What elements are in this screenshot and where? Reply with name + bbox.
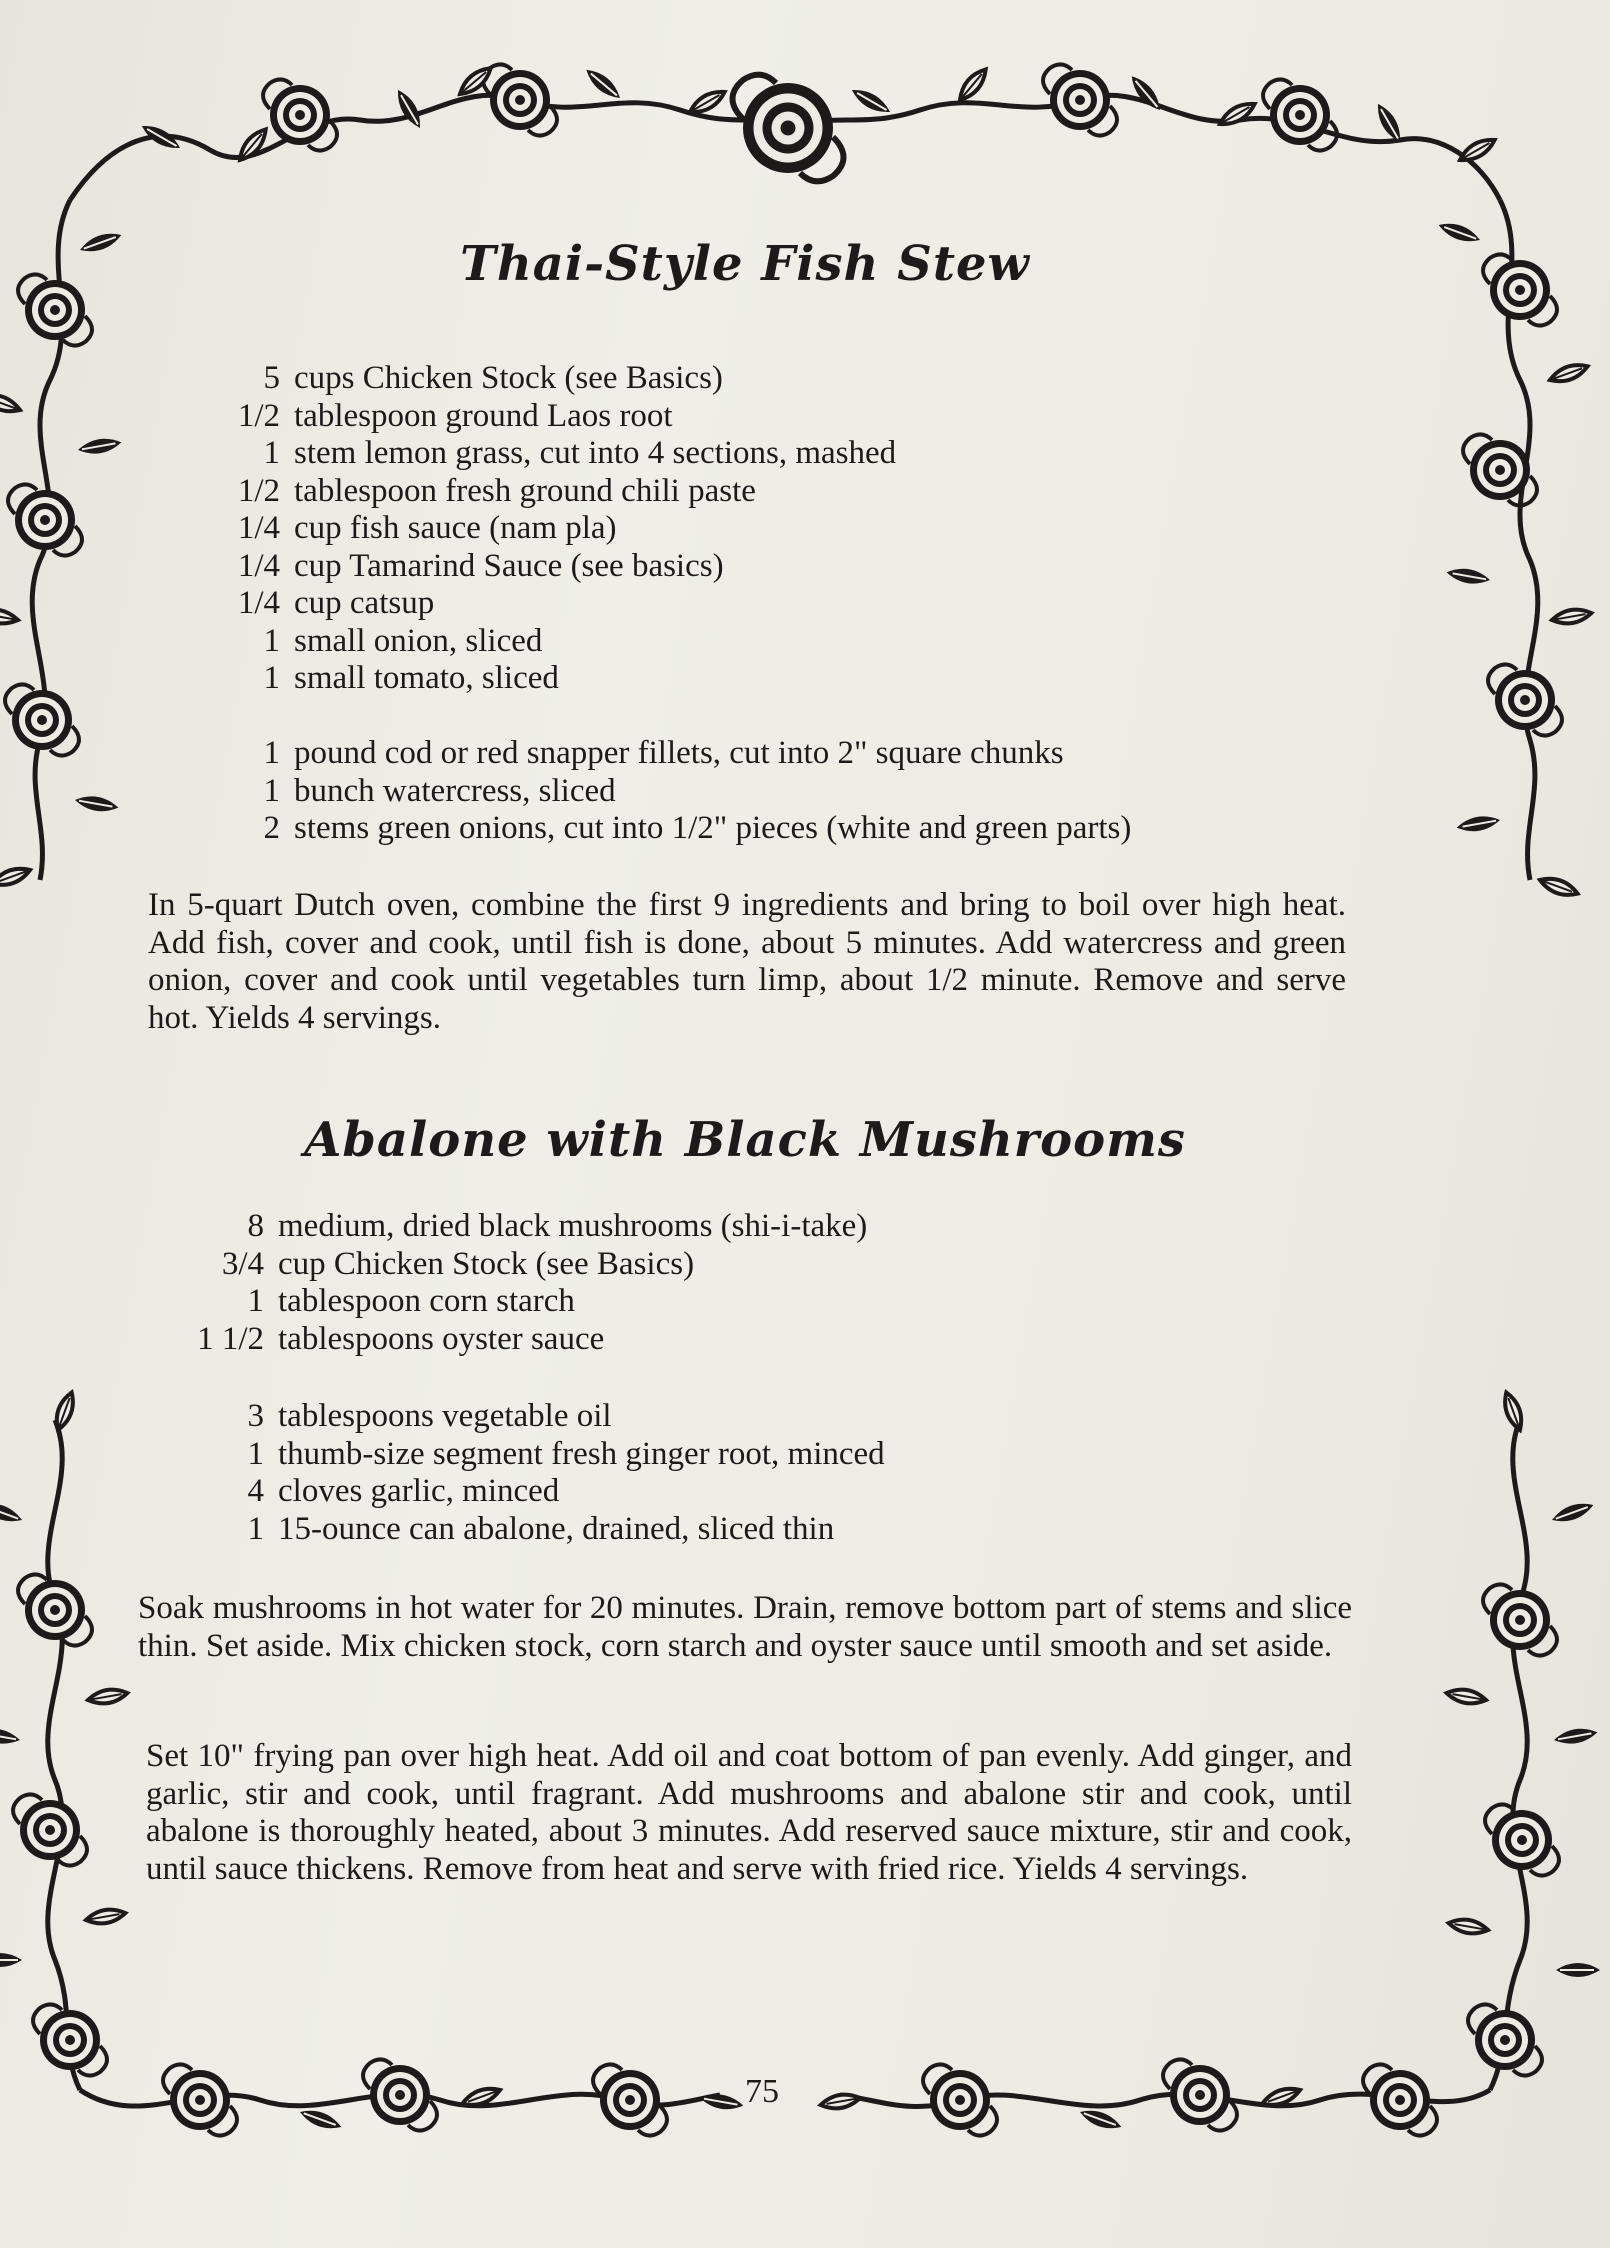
ingredient-text: medium, dried black mushrooms (shi-i-take)	[278, 1208, 868, 1244]
ingredient-quantity: 8	[247, 1208, 264, 1244]
ingredient-item	[247, 1435, 885, 1474]
ingredient-quantity: 1/4	[237, 510, 280, 546]
recipe-title: Abalone with Black Mushrooms	[304, 1112, 1186, 1168]
ingredient-text: tablespoon ground Laos root	[294, 397, 673, 434]
ingredient-text: 15-ounce can abalone, drained, sliced thin	[278, 1510, 835, 1547]
ingredient-list	[263, 735, 1132, 848]
recipe-directions: In 5-quart Dutch oven, combine the first 9 ingredients and bring to boil over high heat. Add fish, cover and cook, until fish is done, about 5 minutes. Add watercress and green onion, cover and cook until vegetables turn limp, about 1/2 minute. Remove and serve hot. Yields 4 servings.	[148, 887, 1346, 1036]
ingredient-quantity: 3	[247, 1398, 264, 1434]
ingredient-item	[237, 397, 896, 436]
ingredient-quantity: 1	[263, 735, 280, 771]
ingredient-item	[263, 660, 896, 698]
ingredient-item	[247, 1208, 868, 1246]
ingredient-quantity: 1	[247, 1510, 264, 1547]
ingredient-text: tablespoon fresh ground chili paste	[294, 472, 756, 509]
ingredient-text: tablespoon corn starch	[278, 1283, 575, 1319]
ingredient-item	[247, 1510, 885, 1549]
ingredient-list	[197, 1208, 868, 1358]
page-number: 75	[745, 2073, 779, 2110]
ingredient-item	[263, 360, 896, 398]
ingredient-text: small onion, sliced	[294, 622, 543, 659]
ingredient-item	[263, 735, 1131, 773]
ingredient-item	[237, 510, 896, 548]
ingredient-quantity: 1	[263, 435, 280, 471]
ingredient-quantity: 1/4	[237, 547, 280, 584]
ingredient-quantity: 1	[263, 772, 280, 809]
ingredient-quantity: 5	[263, 360, 280, 396]
ingredient-item	[197, 1320, 867, 1359]
ingredient-item	[247, 1398, 885, 1436]
ingredient-item	[263, 772, 1131, 811]
ingredient-text: stem lemon grass, cut into 4 sections, mashed	[294, 435, 897, 471]
ingredient-text: cup fish sauce (nam pla)	[294, 510, 617, 546]
ingredient-item	[247, 1473, 885, 1511]
ingredient-item	[237, 547, 896, 586]
recipe-directions: Soak mushrooms in hot water for 20 minutes. Drain, remove bottom part of stems and slice thin. Set aside. Mix chicken stock, corn starch and oyster sauce until smooth and set aside.	[138, 1590, 1352, 1664]
ingredient-quantity: 3/4	[221, 1245, 264, 1282]
ingredient-quantity: 1	[247, 1435, 264, 1472]
ingredient-text: bunch watercress, sliced	[294, 772, 616, 809]
recipe-title: Thai-Style Fish Stew	[460, 236, 1030, 292]
ingredient-item	[247, 1283, 867, 1321]
ingredient-text: small tomato, sliced	[294, 660, 559, 696]
ingredient-item	[263, 622, 896, 661]
ingredient-item	[263, 435, 897, 473]
recipe-directions: Set 10" frying pan over high heat. Add oil and coat bottom of pan evenly. Add ginger, and garlic, stir and cook, until fragrant. Add mushrooms and abalone stir and cook, until abalone is thoroughly heated, about 3 minutes. Add reserved sauce mixture, stir and cook, until sauce thickens. Remove from heat and serve with fried rice. Yields 4 servings.	[146, 1738, 1352, 1887]
ingredient-item	[237, 472, 896, 511]
ingredient-quantity: 1/2	[237, 397, 280, 434]
ingredient-quantity: 4	[247, 1473, 264, 1509]
ingredient-text: cup catsup	[294, 585, 435, 621]
ingredient-quantity: 1	[263, 660, 280, 696]
ingredient-list	[247, 1398, 885, 1548]
ingredient-item	[221, 1245, 867, 1284]
ingredient-text: thumb-size segment fresh ginger root, minced	[278, 1435, 885, 1472]
ingredient-text: cup Chicken Stock (see Basics)	[278, 1245, 695, 1282]
ingredient-list	[237, 360, 897, 698]
ingredient-quantity: 1 1/2	[197, 1320, 264, 1357]
ingredient-text: cups Chicken Stock (see Basics)	[294, 360, 723, 396]
ingredient-text: stems green onions, cut into 1/2" pieces (white and green parts)	[294, 810, 1132, 846]
ingredient-item	[237, 585, 896, 623]
ingredient-quantity: 1	[247, 1283, 264, 1319]
ingredient-text: pound cod or red snapper fillets, cut into 2" square chunks	[294, 735, 1064, 771]
ingredient-quantity: 1/4	[237, 585, 280, 621]
ingredient-text: tablespoons vegetable oil	[278, 1398, 612, 1434]
ingredient-text: tablespoons oyster sauce	[278, 1320, 605, 1357]
ingredient-text: cloves garlic, minced	[278, 1473, 560, 1509]
ingredient-quantity: 2	[263, 810, 280, 846]
ingredient-text: cup Tamarind Sauce (see basics)	[294, 547, 724, 584]
ingredient-quantity: 1	[263, 622, 280, 659]
ingredient-quantity: 1/2	[237, 472, 280, 509]
ingredient-item	[263, 810, 1132, 848]
